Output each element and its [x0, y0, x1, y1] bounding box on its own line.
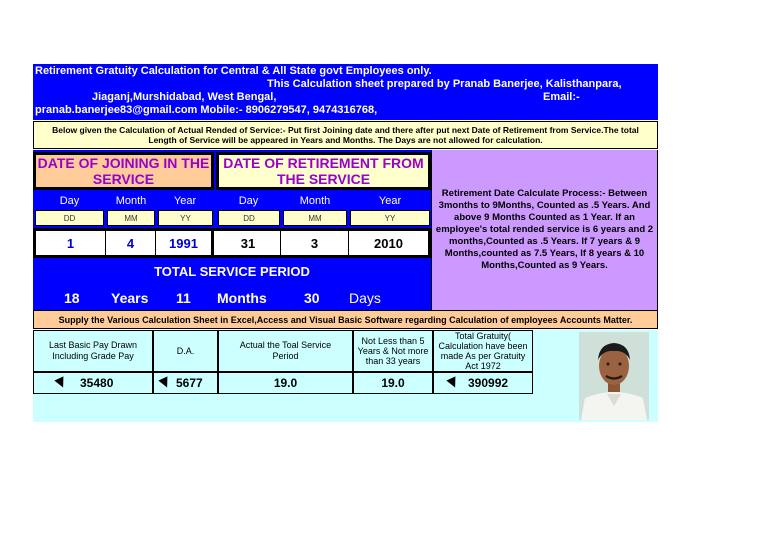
retirement-year-format: YY	[350, 210, 430, 226]
retirement-day-format: DD	[218, 210, 280, 226]
actual-service-header: Actual the Toal Service Period	[218, 330, 353, 372]
da-value: 5677	[176, 376, 203, 390]
retirement-date-title: DATE OF RETIREMENT FROM THE SERVICE	[216, 152, 431, 190]
total-service-days: 30	[304, 290, 320, 306]
dropdown-arrow-icon	[54, 376, 67, 389]
header-line-1: Retirement Gratuity Calculation for Central & All State govt Employees only.	[35, 65, 432, 77]
joining-year-header: Year	[173, 195, 197, 207]
retirement-month-format: MM	[283, 210, 347, 226]
da-header: D.A.	[153, 330, 218, 372]
retirement-month-header: Month	[299, 195, 331, 207]
retirement-year-header: Year	[378, 195, 402, 207]
basic-pay-value-cell[interactable]	[33, 372, 153, 394]
retirement-month-input[interactable]: 3	[281, 231, 349, 255]
header-line-2: This Calculation sheet prepared by Pranab Banerjee, Kalisthanpara,	[267, 78, 622, 90]
instruction-notice: Below given the Calculation of Actual Rended of Service:- Put first Joining date and there after put next Date of Retirement from Service.The total Length of Service will be appeared in Years and Months. The Days are not allowed for calculation.	[33, 121, 658, 149]
joining-year-input[interactable]: 1991	[156, 231, 214, 255]
header-contact: pranab.banerjee83@gmail.com Mobile:- 8906279547, 9474316768,	[35, 104, 378, 116]
basic-pay-header: Last Basic Pay Drawn Including Grade Pay	[33, 330, 153, 372]
service-limit-value: 19.0	[353, 372, 433, 394]
header-address: Jiaganj,Murshidabad, West Bengal,	[92, 91, 277, 103]
dropdown-arrow-icon	[158, 376, 171, 389]
total-service-years-label: Years	[111, 290, 149, 306]
total-service-months: 11	[176, 290, 191, 306]
header-email-label: Email:-	[543, 91, 580, 103]
header-line-3	[35, 91, 656, 104]
joining-day-format: DD	[35, 210, 104, 226]
supply-note: Supply the Various Calculation Sheet in Excel,Access and Visual Basic Software regarding Calculation of employees Accounts Matter.	[33, 310, 658, 329]
author-photo-image	[579, 332, 649, 420]
retirement-year-input[interactable]: 2010	[374, 235, 403, 251]
joining-date-title: DATE OF JOINING IN THE SERVICE	[33, 152, 214, 190]
total-gratuity-value: 390992	[468, 376, 509, 390]
header-banner	[33, 64, 658, 120]
total-service-years: 18	[64, 290, 80, 306]
service-limit-header: Not Less than 5 Years & Not more than 33 years	[353, 330, 433, 372]
retirement-day-header: Day	[238, 195, 259, 207]
total-gratuity-header: Total Gratuity( Calculation have been made As per Gratuity Act 1972	[433, 330, 533, 372]
author-photo	[579, 332, 649, 420]
total-service-title: TOTAL SERVICE PERIOD	[154, 263, 310, 279]
gratuity-sheet	[33, 64, 658, 422]
basic-pay-value: 35480	[80, 376, 114, 390]
total-service-days-label: Days	[349, 290, 381, 306]
total-gratuity-value-cell[interactable]	[433, 372, 533, 394]
joining-day-input[interactable]: 1	[36, 231, 106, 255]
actual-service-value: 19.0	[218, 372, 353, 394]
dropdown-arrow-icon	[446, 376, 459, 389]
total-service-months-label: Months	[217, 290, 267, 306]
joining-month-format: MM	[107, 210, 155, 226]
process-note: Retirement Date Calculate Process:- Between 3months to 9Months, Counted as .5 Years. And above 9 Months Counted as 1 Year. If an employee's total rended service is 6 years and 2 months,Counted as .5 Years. If 7 years & 9 Months,counted as 7.5 Years, If 8 years & 10 Months,Counted as 9 Years.	[431, 150, 658, 310]
da-value-cell[interactable]	[153, 372, 218, 394]
joining-day-header: Day	[59, 195, 80, 207]
joining-month-header: Month	[115, 195, 147, 207]
retirement-day-input[interactable]: 31	[216, 231, 281, 255]
joining-year-format: YY	[158, 210, 213, 226]
joining-month-input[interactable]: 4	[106, 231, 156, 255]
